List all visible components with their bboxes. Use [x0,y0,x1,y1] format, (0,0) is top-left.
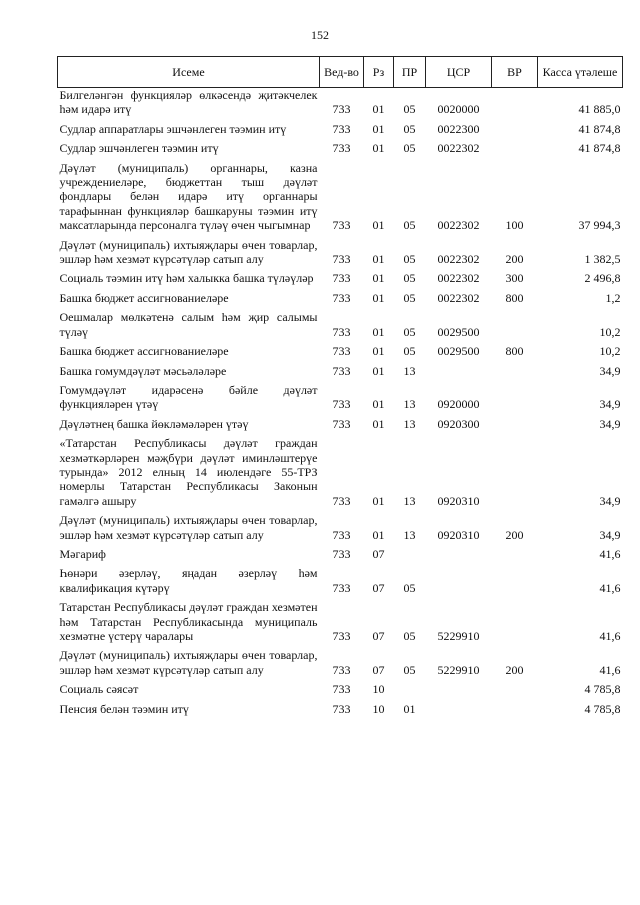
table-row [58,682,623,701]
table-row [58,648,623,682]
cell-csr [426,364,492,383]
table-row [58,436,623,513]
cell-name: Һөнәри әзерләү, яңадан әзерләү һәм квалификация күтәрү [59,566,318,595]
cell-vr [492,566,538,600]
cell-csr: 0022302 [437,290,480,305]
cell-vr: 200 [505,252,524,267]
cell-vr [492,682,538,701]
header-csr: ЦСР [426,57,492,88]
cell-kassa: 1,2 [605,290,621,305]
cell-rz: 01 [372,416,385,431]
cell-csr: 0022302 [437,218,480,233]
cell-ved: 733 [332,527,351,542]
table-row [58,566,623,600]
cell-ved: 733 [332,252,351,267]
cell-csr: 0022300 [437,121,480,136]
cell-rz: 01 [372,290,385,305]
header-pr: ПР [394,57,426,88]
cell-pr: 05 [403,344,416,359]
cell-ved: 733 [332,363,351,378]
cell-kassa: 34,9 [599,397,621,412]
table-row [58,513,623,547]
cell-vr: 200 [505,527,524,542]
cell-name: Дәүләт (муниципаль) ихтыяҗлары өчен товарлар, эшләр һәм хезмәт күрсәтүләр сатып алу [59,237,318,267]
cell-ved: 733 [332,141,351,156]
cell-ved: 733 [332,580,351,595]
budget-table [57,56,623,721]
cell-pr: 01 [403,701,416,716]
table-row [58,141,623,160]
cell-pr: 05 [403,629,416,643]
table-row [58,383,623,417]
cell-pr: 05 [403,580,416,595]
table-header [58,57,623,88]
cell-kassa: 4 785,8 [584,682,621,697]
cell-rz: 10 [372,682,385,697]
cell-ved: 733 [332,701,351,716]
cell-rz: 07 [372,580,385,595]
cell-vr [492,141,538,160]
cell-kassa: 34,9 [599,493,621,508]
cell-pr [394,682,426,701]
table-row [58,600,623,648]
cell-rz: 01 [372,344,385,359]
header-rz: Рз [364,57,394,88]
cell-csr: 0029500 [437,324,480,339]
table-row [58,161,623,238]
cell-name: Судлар аппаратлары эшчәнлеген тәэмин итү [59,121,287,136]
cell-kassa: 10,2 [599,324,621,339]
cell-rz: 10 [372,701,385,716]
cell-ved: 733 [332,629,351,643]
cell-rz: 01 [372,141,385,156]
cell-kassa: 34,9 [599,363,621,378]
cell-pr [394,547,426,566]
cell-name: Пенсия белән тәэмин итү [59,701,189,716]
cell-name: Дәүләт (муниципаль) ихтыяҗлары өчен товарлар, эшләр һәм хезмәт күрсәтүләр сатып алу [59,513,318,542]
cell-ved: 733 [332,218,351,233]
cell-csr: 0920310 [437,527,480,542]
table-row [58,344,623,363]
cell-kassa: 41,6 [599,662,621,677]
table-row [58,417,623,436]
cell-name: Гомумдәүләт идарәсенә бәйле дәүләт функцияләрен үтәү [59,382,318,412]
header-ved: Вед-во [320,57,364,88]
table-row [58,88,623,122]
header-kassa: Касса үтәлеше [538,57,623,88]
cell-vr [492,364,538,383]
cell-vr [492,122,538,141]
cell-csr: 0020000 [437,102,480,117]
cell-pr: 05 [403,662,416,677]
cell-ved: 733 [332,102,351,117]
cell-csr: 0022302 [437,271,480,286]
cell-csr: 0920300 [437,416,480,431]
cell-ved: 733 [332,546,351,561]
cell-csr: 0029500 [437,344,480,359]
cell-name: Билгеләнгән функцияләр өлкәсендә җитәкчелек һәм идарә итү [59,88,318,117]
cell-kassa: 34,9 [599,527,621,542]
cell-csr [426,566,492,600]
cell-kassa: 10,2 [599,344,621,359]
cell-csr: 5229910 [437,662,480,677]
cell-csr: 0022302 [437,252,480,267]
cell-ved: 733 [332,416,351,431]
cell-vr [492,88,538,122]
cell-csr: 5229910 [437,629,480,643]
cell-kassa: 34,9 [599,416,621,431]
cell-vr [492,436,538,513]
cell-kassa: 1 382,5 [584,252,621,267]
cell-name: Татарстан Республикасы дәүләт граждан хезмәтен һәм Татарстан Республикасында муниципаль хезмәтне үстерү чаралары [59,600,318,643]
cell-rz: 01 [372,121,385,136]
cell-vr [492,383,538,417]
cell-pr: 05 [403,102,416,117]
table-row [58,310,623,344]
table-row [58,271,623,290]
cell-vr: 800 [505,344,524,359]
header-name: Исеме [58,57,320,88]
cell-pr: 05 [403,271,416,286]
cell-name: Мәгариф [59,546,106,561]
cell-ved: 733 [332,397,351,412]
cell-vr: 200 [505,662,524,677]
cell-pr: 05 [403,121,416,136]
cell-vr: 300 [505,271,524,286]
table-row [58,702,623,721]
cell-kassa: 41,6 [599,580,621,595]
cell-ved: 733 [332,682,351,697]
cell-name: Судлар эшчәнлеген тәэмин итү [59,141,219,156]
cell-pr: 13 [403,363,416,378]
cell-rz: 01 [372,493,385,508]
cell-name: Дәүләт (муниципаль) органнары, казна учреждениеләре, бюджеттан тыш дәүләт фондлары белән идарә итү органнары тарафыннан функцияләр башкаруны тәэмин итү максатларында персоналга түләү өчен чыгымнар [59,160,318,233]
cell-csr [426,682,492,701]
cell-pr: 13 [403,416,416,431]
cell-ved: 733 [332,344,351,359]
cell-name: Башка бюджет ассигнованиеләре [59,290,229,305]
cell-name: Дәүләт (муниципаль) ихтыяҗлары өчен товарлар, эшләр һәм хезмәт күрсәтүләр сатып алу [59,648,318,677]
cell-pr: 13 [403,527,416,542]
cell-rz: 01 [372,252,385,267]
cell-kassa: 4 785,8 [584,701,621,716]
cell-vr [492,310,538,344]
cell-csr: 0920310 [437,493,480,508]
cell-kassa: 41,6 [599,629,621,643]
cell-rz: 01 [372,363,385,378]
cell-ved: 733 [332,493,351,508]
cell-name: Башка бюджет ассигнованиеләре [59,344,229,359]
header-vr: ВР [492,57,538,88]
cell-rz: 01 [372,324,385,339]
cell-pr: 05 [403,141,416,156]
table-row [58,547,623,566]
cell-name: Башка гомумдәүләт мәсьәләләре [59,363,227,378]
cell-name: «Татарстан Республикасы дәүләт граждан хезмәткәрләрен мәҗбүри дәүләт иминләштерүе турында» 2012 елның 14 июлендәге 55-ТРЗ номерлы Татарстан Республикасы Законын гамәлгә ашыру [59,436,318,508]
table-row [58,238,623,272]
cell-ved: 733 [332,290,351,305]
cell-csr: 0920000 [437,397,480,412]
cell-vr [492,600,538,648]
cell-vr [492,702,538,721]
cell-vr [492,417,538,436]
table-body [58,88,623,722]
cell-rz: 01 [372,218,385,233]
cell-csr [426,702,492,721]
table-row [58,122,623,141]
table-row [58,364,623,383]
cell-rz: 01 [372,271,385,286]
cell-pr: 13 [403,397,416,412]
cell-ved: 733 [332,324,351,339]
cell-rz: 01 [372,527,385,542]
cell-kassa: 37 994,3 [578,218,621,233]
cell-vr: 100 [505,218,524,233]
cell-kassa: 41 885,0 [578,102,621,117]
cell-rz: 07 [372,662,385,677]
cell-vr [492,547,538,566]
cell-csr: 0022302 [437,141,480,156]
cell-kassa: 41 874,8 [578,121,621,136]
cell-csr [426,547,492,566]
cell-name: Социаль сәясәт [59,682,139,697]
cell-rz: 01 [372,102,385,117]
cell-vr: 800 [505,290,524,305]
cell-name: Оешмалар мөлкәтенә салым һәм җир салымы түләү [59,310,318,339]
cell-rz: 07 [372,546,385,561]
cell-ved: 733 [332,271,351,286]
page-number: 152 [311,28,329,42]
cell-kassa: 2 496,8 [584,271,621,286]
cell-rz: 07 [372,629,385,643]
cell-pr: 05 [403,290,416,305]
cell-kassa: 41 874,8 [578,141,621,156]
cell-pr: 05 [403,252,416,267]
cell-pr: 13 [403,493,416,508]
cell-kassa: 41,6 [599,546,621,561]
table-row [58,291,623,310]
cell-pr: 05 [403,324,416,339]
cell-name: Социаль тәэмин итү һәм халыкка башка түләүләр [59,271,314,286]
cell-ved: 733 [332,121,351,136]
cell-name: Дәүләтнең башка йөкләмәләрен үтәү [59,416,249,431]
cell-pr: 05 [403,218,416,233]
cell-rz: 01 [372,397,385,412]
cell-ved: 733 [332,662,351,677]
